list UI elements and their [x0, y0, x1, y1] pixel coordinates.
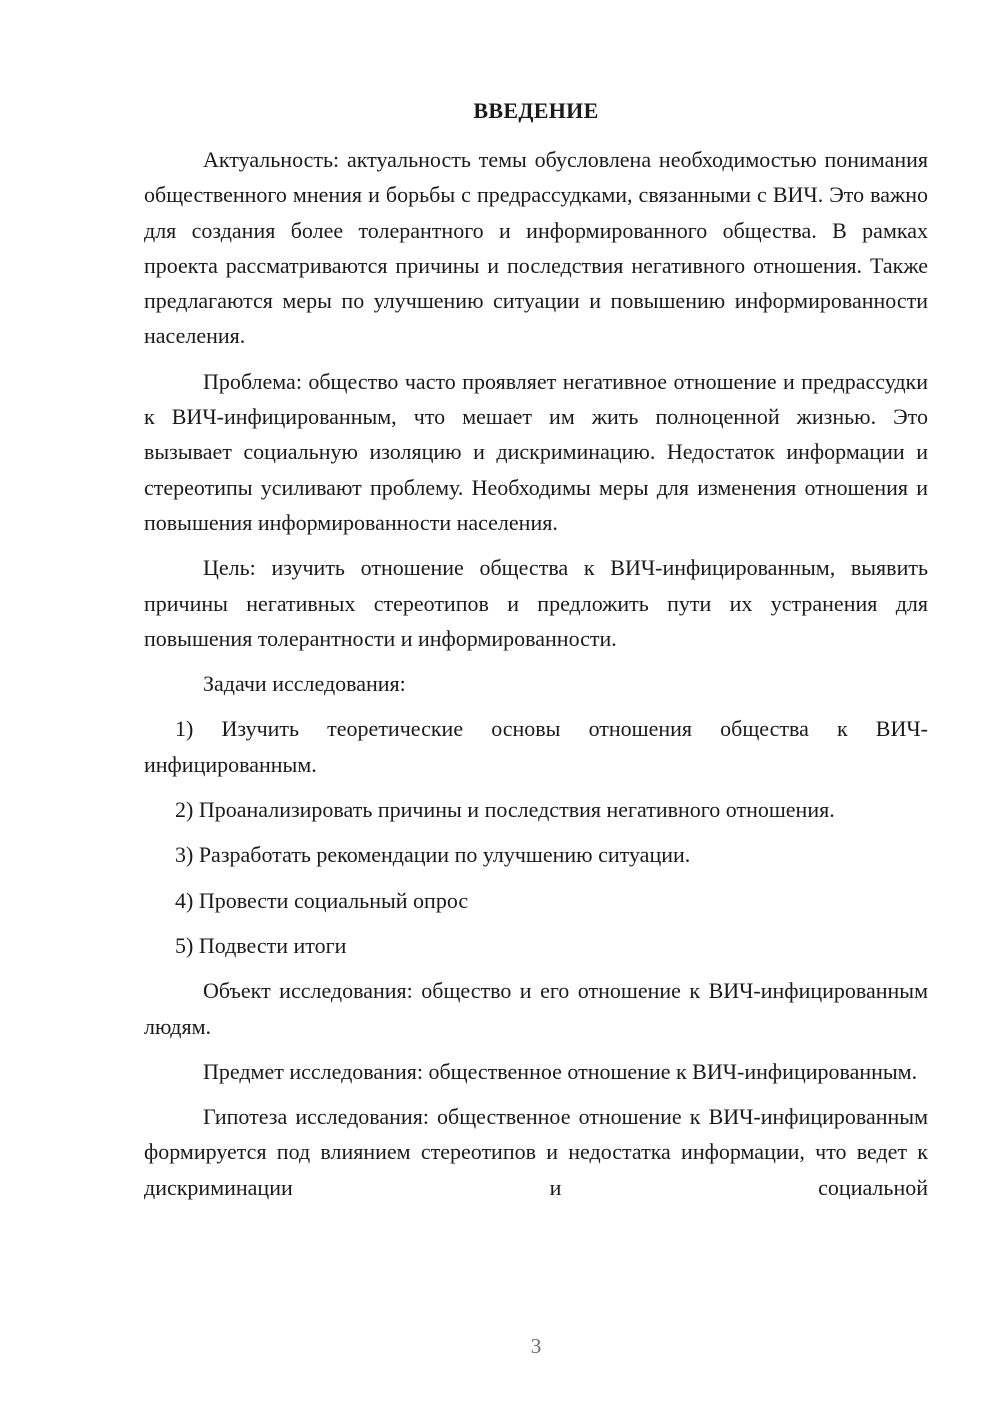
- document-body: [144, 142, 928, 1215]
- task-item-3: 3) Разработать рекомендации по улучшению ситуации.: [175, 842, 691, 868]
- page-number: 3: [530, 1334, 542, 1358]
- section-heading: ВВЕДЕНИЕ: [473, 98, 599, 123]
- task-item-2: 2) Проанализировать причины и последствия негативного отношения.: [175, 797, 835, 823]
- paragraph-subject: Предмет исследования: общественное отношение к ВИЧ-инфицированным.: [203, 1058, 918, 1084]
- paragraph-problem: Проблема: общество часто проявляет негативное отношение и предрассудки к ВИЧ-инфицированным, что мешает им жить полноценной жизнью. Это вызывает социальную изоляцию и дискриминацию. Недостаток информации и стереотипы усиливают проблему. Необходимы меры для изменения отношения и повышения информированности населения.: [144, 368, 928, 535]
- paragraph-goal: Цель: изучить отношение общества к ВИЧ-инфицированным, выявить причины негативных стереотипов и предложить пути их устранения для повышения толерантности и информированности.: [144, 555, 928, 651]
- paragraph-object: Объект исследования: общество и его отношение к ВИЧ-инфицированным людям.: [144, 978, 928, 1039]
- task-item-1: 1) Изучить теоретические основы отношения общества к ВИЧ-инфицированным.: [144, 716, 928, 777]
- paragraph-relevance: Актуальность: актуальность темы обусловлена необходимостью понимания общественного мнения и борьбы с предрассудками, связанными с ВИЧ. Это важно для создания более толерантного и информированного общества. В рамках проекта рассматриваются причины и последствия негативного отношения. Также предлагаются меры по улучшению ситуации и повышению информированности населения.: [144, 147, 928, 349]
- task-item-4: 4) Провести социальный опрос: [175, 887, 469, 913]
- task-item-5: 5) Подвести итоги: [175, 932, 347, 958]
- paragraph-hypothesis: Гипотеза исследования: общественное отношение к ВИЧ-инфицированным формируется под влиянием стереотипов и недостатка информации, что ведет к дискриминации и социальной: [144, 1104, 928, 1200]
- tasks-title: Задачи исследования:: [203, 671, 406, 697]
